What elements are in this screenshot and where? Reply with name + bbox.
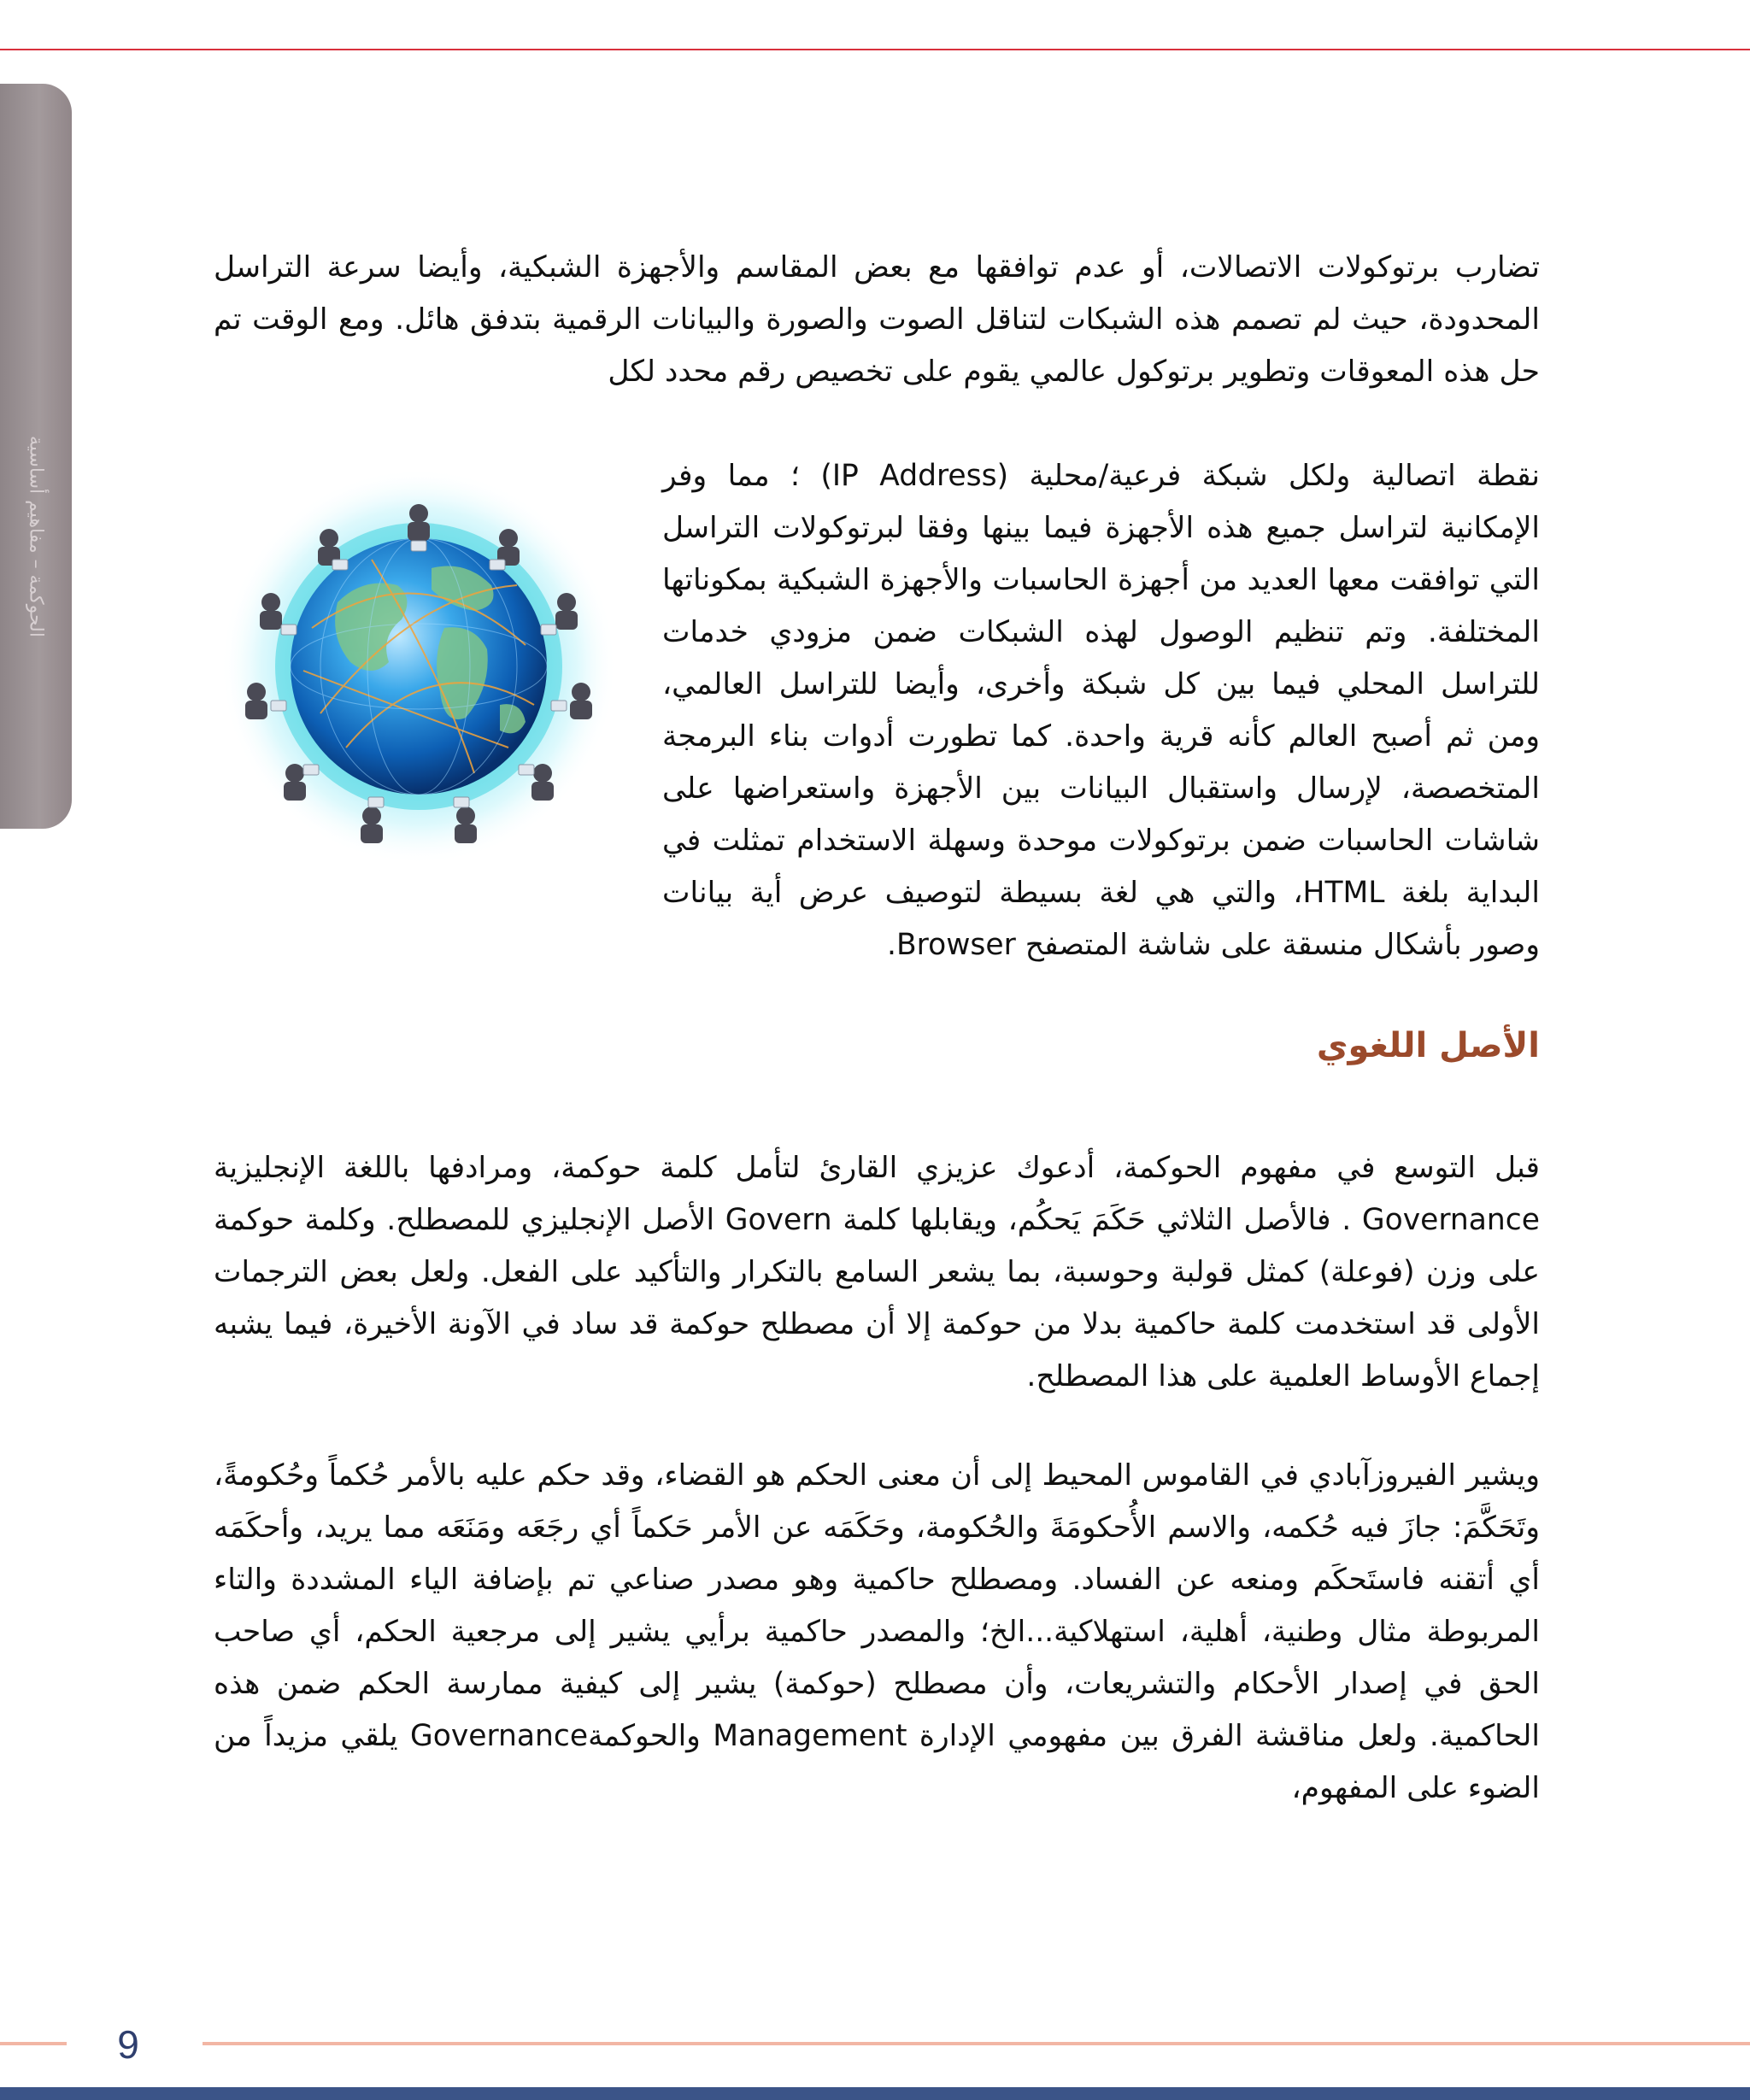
paragraph-3: ويشير الفيروزآبادي في القاموس المحيط إلى أن معنى الحكم هو القضاء، وقد حكم عليه بالأمر حُكماً وحُكومةً، وتَحَكَّمَ: جازَ فيه حُكمه، والاسم الأُحكومَةَ والحُكومة، وحَكَمَه عن الأمر حَكماً أي رجَعَه ومَنَعَه مما يريد، وأحكَمَه أي أتقنه فاستَحكَم ومنعه عن الفساد. ومصطلح حاكمية وهو مصدر صناعي تم بإضافة الياء المشددة والتاء المربوطة مثال وطنية، أهلية، استهلاكية...الخ؛ والمصدر حاكمية برأيي يشير إلى مرجعية الحكم، أي صاحب الحق في إصدار الأحكام والتشريعات، وأن مصطلح (حوكمة) يشير إلى كيفية ممارسة الحكم ضمن هذه الحاكمية. ولعل مناقشة الفرق بين مفهومي الإدارة Management والحوكمةGovernance يلقي مزيداً من الضوء على المفهوم، [214, 1458, 1541, 1805]
bottom-band [0, 2087, 1750, 2100]
side-tab-label: الحوكمة – مفاهيم أساسية [25, 436, 47, 637]
page-number: 9 [117, 2022, 139, 2067]
chapter-side-tab [0, 84, 72, 829]
paragraph-1-part-a: تضارب برتوكولات الاتصالات، أو عدم توافقها مع بعض المقاسم والأجهزة الشبكية، وأيضا سرعة التراسل المحدودة، حيث لم تصمم هذه الشبكات لتناقل الصوت والصورة والبيانات الرقمية بتدفق هائل. ومع الوقت تم حل هذه المعوقات وتطوير برتوكول عالمي يقوم على تخصيص رقم محدد لكل [214, 250, 1540, 389]
section-heading: الأصل اللغوي [1316, 1026, 1540, 1065]
paragraph-1-part-b: نقطة اتصالية ولكل شبكة فرعية/محلية (IP Address) ؛ مما وفر الإمكانية لتراسل جميع هذه الأجهزة فيما بينها وفقا لبرتوكولات التراسل التي توافقت معها العديد من أجهزة الحاسبات والأجهزة الشبكية بمكوناتها المختلفة. وتم تنظيم الوصول لهذه الشبكات ضمن مزودي خدمات للتراسل المحلي فيما بين كل شبكة وأخرى، وأيضا للتراسل العالمي، ومن ثم أصبح العالم كأنه قرية واحدة. كما تطورت أدوات بناء البرمجة المتخصصة، لإرسال واستقبال البيانات بين الأجهزة واستعراضها على شاشات الحاسبات ضمن برتوكولات موحدة وسهلة الاستخدام تمثلت في البداية بلغة HTML، والتي هي لغة بسيطة لتوصيف عرض أية بيانات وصور بأشكال منسقة على شاشة المتصفح Browser. [662, 459, 1540, 962]
paragraph-2: قبل التوسع في مفهوم الحوكمة، أدعوك عزيزي القارئ لتأمل كلمة حوكمة، ومرادفها باللغة الإنجليزية Governance . فالأصل الثلاثي حَكَمَ يَحكُم، ويقابلها كلمة Govern الأصل الإنجليزي للمصطلح. وكلمة حوكمة على وزن (فوعلة) كمثل قولبة وحوسبة، بما يشعر السامع بالتكرار والتأكيد على الفعل. ولعل بعض الترجمات الأولى قد استخدمت كلمة حاكمية بدلا من حوكمة إلا أن مصطلح حوكمة قد ساد في الآونة الأخيرة، فيما يشبه إجماع الأوساط العلمية على هذا المصطلح. [214, 1151, 1540, 1393]
top-rule [0, 49, 1750, 50]
footer-rule-right [203, 2042, 1750, 2045]
globe-network-icon [218, 457, 620, 867]
footer-rule-left [0, 2042, 67, 2045]
